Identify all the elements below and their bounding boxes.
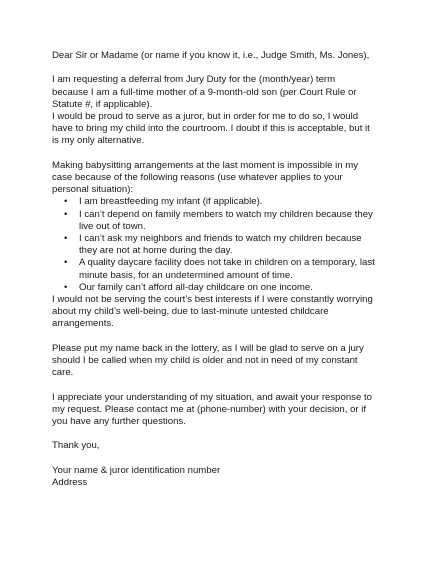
list-item-text: I can’t ask my neighbors and friends to watch my children because [79, 233, 362, 245]
paragraph-line: personal situation): [52, 184, 134, 196]
paragraph-line: about my child’s well-being, due to last-minute untested childcare [52, 306, 329, 318]
signature-address: Address [52, 477, 88, 489]
paragraph-line: have to bring my child into the courtroom. I doubt if this is acceptable, but it [52, 123, 370, 135]
bullet-icon: • [64, 281, 68, 293]
paragraph-line: my request. Please contact me at (phone-number) with your decision, or if [52, 403, 367, 415]
salutation: Dear Sir or Madame (or name if you know it, i.e., Judge Smith, Ms. Jones), [52, 50, 370, 61]
paragraph-line: Please put my name back in the lottery, as I will be glad to serve on a jury [52, 342, 364, 354]
bullet-icon: • [64, 257, 68, 269]
signature-block [52, 465, 392, 489]
paragraph-line: is my only alternative. [52, 135, 145, 147]
bullet-icon: • [64, 233, 68, 245]
closing: Thank you, [52, 440, 100, 452]
paragraph-line: care. [52, 367, 74, 379]
list-item-text: I am breastfeeding my infant (if applicable). [79, 196, 263, 208]
paragraph-line: I appreciate your understanding of my situation, and await your response to [52, 391, 372, 403]
paragraph-line: I would not be serving the court’s best interests if I were constantly worrying [52, 294, 373, 306]
list-item-text: live out of town. [79, 220, 146, 232]
paragraph-line: because I am a full-time mother of a 9-month-old son (per Court Rule or [52, 86, 357, 98]
salutation-block [52, 50, 392, 62]
paragraph-line: you have any further questions. [52, 416, 186, 428]
list-item-text: minute basis, for an undetermined amount of time. [79, 269, 293, 281]
paragraph-line: should I be called when my child is older and not in need of my constant [52, 355, 358, 367]
paragraph-deferral-request [52, 74, 392, 147]
list-item [52, 282, 392, 294]
paragraph-appreciation [52, 392, 392, 429]
list-item-text: they are not at home during the day. [79, 245, 233, 257]
letter-body [52, 50, 392, 489]
paragraph-line: arrangements. [52, 318, 114, 330]
bullet-icon: • [64, 208, 68, 220]
paragraph-lottery [52, 343, 392, 380]
paragraph-line: Making babysitting arrangements at the last moment is impossible in my [52, 159, 359, 171]
paragraph-line: case because of the following reasons (use whatever applies to your [52, 172, 343, 183]
bullet-icon: • [64, 196, 68, 208]
list-item-text: I can’t depend on family members to watch my children because they [79, 208, 373, 220]
signature-name: Your name & juror identification number [52, 464, 221, 476]
list-item [52, 257, 392, 281]
list-item-text: A quality daycare facility does not take in children on a temporary, last [79, 257, 375, 269]
list-item [52, 209, 392, 233]
paragraph-line: Statute #, if applicable). [52, 98, 153, 110]
list-item-text: Our family can’t afford all-day childcare on one income. [79, 281, 313, 293]
reasons-list [52, 196, 392, 294]
list-item [52, 196, 392, 208]
list-item [52, 233, 392, 257]
paragraph-reasons [52, 160, 392, 331]
closing-block [52, 440, 392, 452]
paragraph-line: I am requesting a deferral from Jury Duty for the (month/year) term [52, 74, 336, 86]
paragraph-line: I would be proud to serve as a juror, but in order for me to do so, I would [52, 111, 359, 122]
